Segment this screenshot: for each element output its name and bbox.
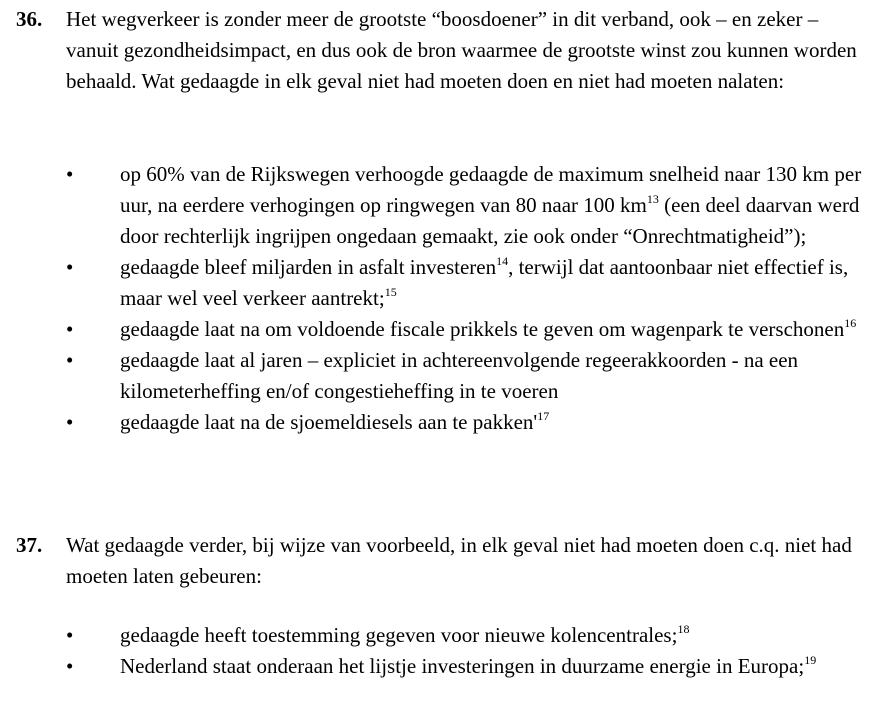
paragraph-text: Wat gedaagde verder, bij wijze van voorbeeld, in elk geval niet had moeten doen c.q. niet had moeten laten gebeuren: <box>66 533 852 588</box>
paragraph-number: 37. <box>16 533 43 557</box>
bullet-icon: • <box>66 255 74 279</box>
list-item <box>0 345 866 407</box>
footnote-ref[interactable]: 16 <box>844 316 857 330</box>
footnote-ref[interactable]: 17 <box>537 409 550 423</box>
list-item <box>0 159 866 252</box>
footnote-ref[interactable]: 18 <box>677 622 690 636</box>
bullet-list-37 <box>0 620 883 682</box>
bullet-icon: • <box>66 623 74 647</box>
bullet-icon: • <box>66 317 74 341</box>
footnote-ref[interactable]: 15 <box>384 285 397 299</box>
list-item-text: gedaagde laat na de sjoemeldiesels aan te pakken' <box>120 410 538 434</box>
bullet-icon: • <box>66 410 74 434</box>
list-item-text: gedaagde bleef miljarden in asfalt investeren <box>120 255 497 279</box>
list-item <box>0 314 866 345</box>
list-item-text: gedaagde heeft toestemming gegeven voor nieuwe kolencentrales; <box>120 623 678 647</box>
footnote-ref[interactable]: 14 <box>496 254 509 268</box>
list-item <box>0 407 866 438</box>
bullet-icon: • <box>66 162 74 186</box>
footnote-ref[interactable]: 19 <box>804 653 817 667</box>
bullet-icon: • <box>66 348 74 372</box>
paragraph-number: 36. <box>16 7 43 31</box>
list-item-text: Nederland staat onderaan het lijstje investeringen in duurzame energie in Europa; <box>120 654 805 678</box>
bullet-list-36 <box>0 159 883 438</box>
list-item-text: (een deel daarvan werd door rechterlijk ingrijpen ongedaan gemaakt, zie ook onder “Onrechtmatigheid”); <box>120 193 860 248</box>
list-item-text: , terwijl dat aantoonbaar niet effectief is, maar wel veel verkeer aantrekt; <box>120 255 849 310</box>
list-item <box>0 252 866 314</box>
list-item <box>0 620 866 651</box>
bullet-icon: • <box>66 654 74 678</box>
paragraph-text: Het wegverkeer is zonder meer de grootste “boosdoener” in dit verband, ook – en zeker – vanuit gezondheidsimpact, en dus ook de bron waarmee de grootste winst zou kunnen worden behaald. Wat gedaagde in elk geval niet had moeten doen en niet had moeten nalaten: <box>66 7 857 93</box>
list-item <box>0 651 866 682</box>
list-item-text: gedaagde laat al jaren – expliciet in achtereenvolgende regeerakkoorden - na een kilometerheffing en/of congestieheffing in te voeren <box>120 348 799 403</box>
list-item-text: op 60% van de Rijkswegen verhoogde gedaagde de maximum snelheid naar 130 km per uur, na eerdere verhogingen op ringwegen van 80 naar 100 km <box>120 162 862 217</box>
footnote-ref[interactable]: 13 <box>646 192 659 206</box>
list-item-text: gedaagde laat na om voldoende fiscale prikkels te geven om wagenpark te verschonen <box>120 317 845 341</box>
